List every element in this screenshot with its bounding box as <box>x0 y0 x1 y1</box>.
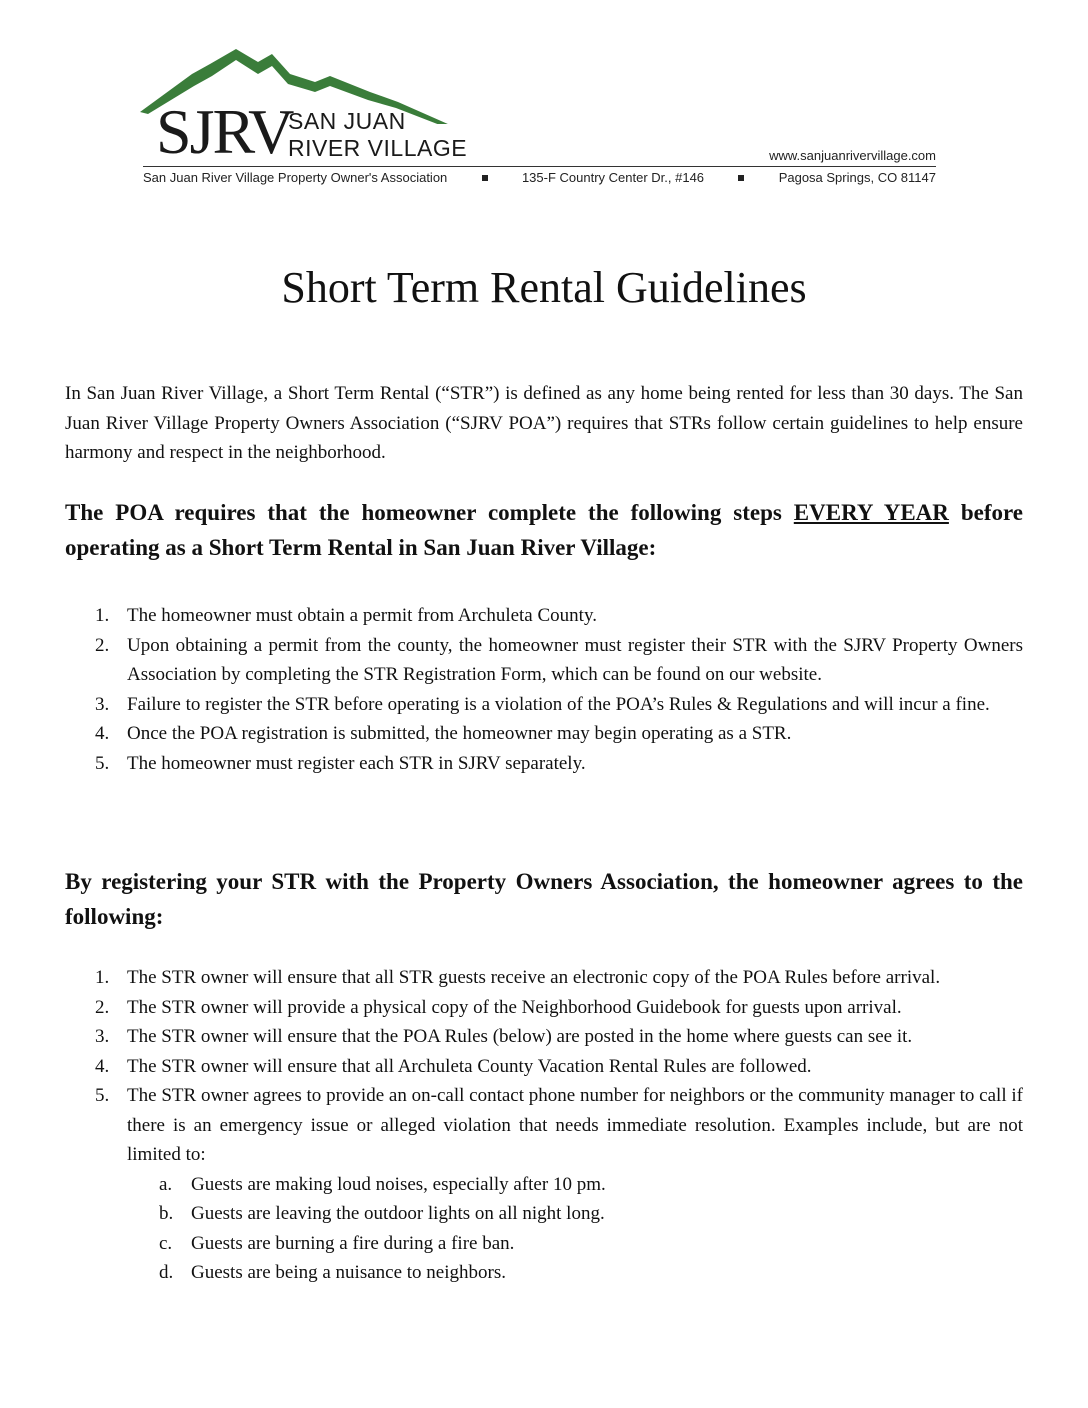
org-name: San Juan River Village Property Owner's Association <box>143 170 448 185</box>
city-state-zip: Pagosa Springs, CO 81147 <box>778 170 936 185</box>
bullet-separator <box>738 175 744 181</box>
sub-list-item <box>127 1170 1023 1200</box>
list-number: 5. <box>95 752 110 774</box>
sub-list-item <box>127 1258 1023 1288</box>
list-item <box>65 1052 1023 1082</box>
list-number: 3. <box>95 693 110 715</box>
list-item <box>65 719 1023 749</box>
list-item-text: The STR owner will ensure that all Archuleta County Vacation Rental Rules are followed. <box>127 1055 812 1077</box>
section1-heading <box>65 495 1023 565</box>
list-item <box>65 1081 1023 1288</box>
street-address: 135-F Country Center Dr., #146 <box>521 170 705 185</box>
list-item <box>65 749 1023 779</box>
section1-heading-after: before operating as a Short Term Rental in San Juan River Village: <box>65 500 1023 560</box>
list-item <box>65 601 1023 631</box>
list-item-text: The homeowner must register each STR in SJRV separately. <box>127 752 586 774</box>
list-item-text: The STR owner will ensure that the POA Rules (below) are posted in the home where guests can see it. <box>127 1026 913 1047</box>
list-item <box>65 993 1023 1023</box>
list-item-text: Upon obtaining a permit from the county, the homeowner must register their STR with the SJRV Property Owners Association by completing the STR Registration Form, which can be found on our website. <box>127 634 1023 685</box>
sub-list-item-text: Guests are burning a fire during a fire ban. <box>191 1232 515 1254</box>
section1-list-block <box>65 601 1023 778</box>
intro-paragraph: In San Juan River Village, a Short Term Rental (“STR”) is defined as any home being rented for less than 30 days. The San Juan River Village Property Owners Association (“SJRV POA”) requires that STRs follow certain guidelines to help ensure harmony and respect in the neighborhood. <box>65 383 1023 463</box>
letterhead-address-line <box>143 170 936 185</box>
list-number: 5. <box>95 1085 110 1106</box>
sub-list-letter: b. <box>159 1203 174 1224</box>
list-item-text: Once the POA registration is submitted, the homeowner may begin operating as a STR. <box>127 723 792 744</box>
list-item-text: The STR owner agrees to provide an on-call contact phone number for neighbors or the community manager to call if there is an emergency issue or alleged violation that needs immediate resolution. Examples include, but are not limited to: <box>127 1085 1023 1165</box>
sub-list-letter: c. <box>159 1232 173 1254</box>
section2-list-block <box>65 963 1023 1288</box>
list-item <box>65 1022 1023 1052</box>
list-item-text: Failure to register the STR before operating is a violation of the POA’s Rules & Regulations and will incur a fine. <box>127 693 990 715</box>
logo-name-line2: RIVER VILLAGE <box>288 135 468 161</box>
letterhead-divider <box>143 166 936 167</box>
list-number: 2. <box>95 634 110 656</box>
logo-name-line1: SAN JUAN <box>288 108 406 134</box>
list-item-text: The homeowner must obtain a permit from Archuleta County. <box>127 605 597 626</box>
list-number: 4. <box>95 723 110 744</box>
section2-heading: By registering your STR with the Property Owners Association, the homeowner agrees to the following: <box>65 869 1023 929</box>
list-number: 2. <box>95 996 110 1018</box>
bullet-separator <box>482 175 488 181</box>
list-item <box>65 963 1023 993</box>
list-item <box>65 631 1023 690</box>
sub-list-item-text: Guests are being a nuisance to neighbors. <box>191 1262 506 1283</box>
section2-list <box>65 963 1023 1288</box>
sub-list-letter: a. <box>159 1173 173 1195</box>
list-number: 1. <box>95 605 110 626</box>
list-item <box>65 690 1023 720</box>
list-number: 4. <box>95 1055 110 1077</box>
sub-list-item-text: Guests are leaving the outdoor lights on all night long. <box>191 1203 605 1224</box>
logo-letters: SJRV <box>156 96 293 167</box>
list-item-text: The STR owner will provide a physical copy of the Neighborhood Guidebook for guests upon arrival. <box>127 996 902 1018</box>
section1-heading-before: The POA requires that the homeowner complete the following steps <box>65 500 794 525</box>
section1-list <box>65 601 1023 778</box>
list-item-text: The STR owner will ensure that all STR guests receive an electronic copy of the POA Rules before arrival. <box>127 967 941 988</box>
section1-heading-emphasis: EVERY YEAR <box>793 500 949 525</box>
letterhead <box>0 0 1088 200</box>
sub-list-item <box>127 1199 1023 1229</box>
section2-heading-block <box>65 864 1023 934</box>
sub-list-letter: d. <box>159 1262 174 1283</box>
page-title: Short Term Rental Guidelines <box>281 263 807 312</box>
list-number: 3. <box>95 1026 110 1047</box>
sub-list <box>127 1170 1023 1288</box>
sub-list-item <box>127 1229 1023 1259</box>
intro-block <box>65 379 1023 468</box>
section1-heading-block <box>65 495 1023 565</box>
list-number: 1. <box>95 967 110 988</box>
website-link[interactable]: www.sanjuanrivervillage.com <box>769 148 936 163</box>
sub-list-item-text: Guests are making loud noises, especially after 10 pm. <box>191 1173 606 1195</box>
